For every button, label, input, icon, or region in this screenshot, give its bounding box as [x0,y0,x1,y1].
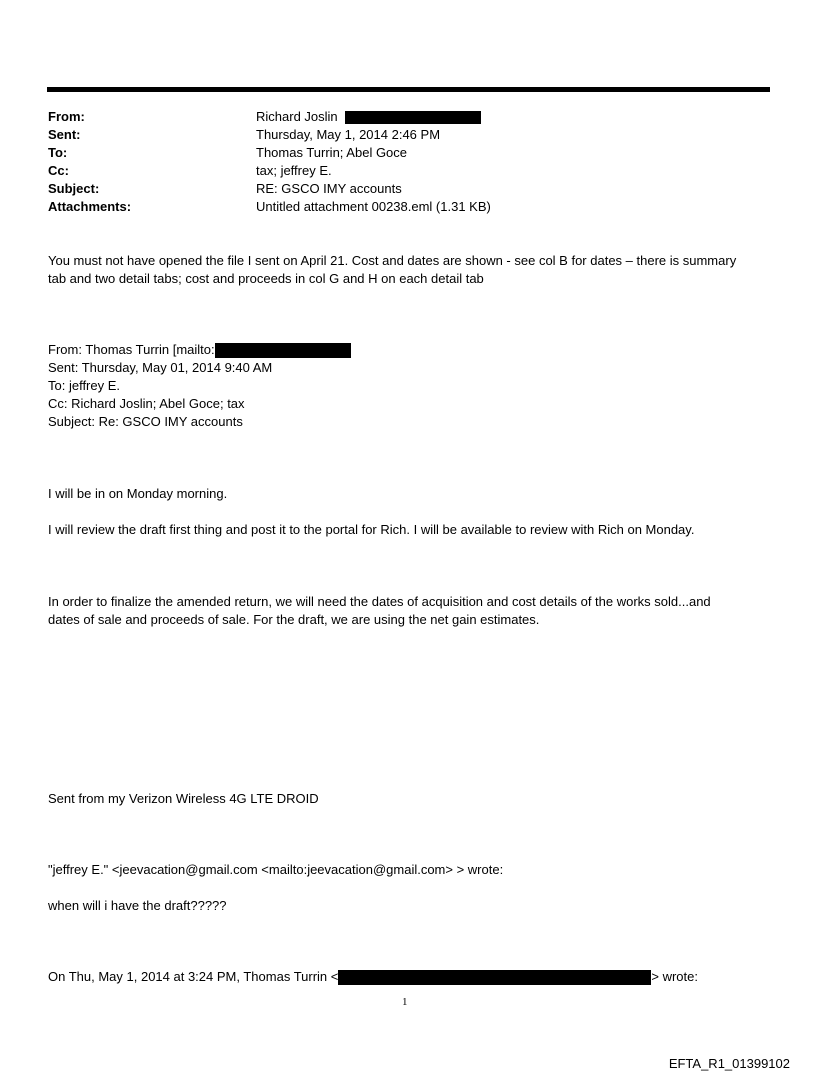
to-label: To: [48,145,68,160]
body-line-1: You must not have opened the file I sent on April 21. Cost and dates are shown - see col B for dates – there is summary [48,253,737,268]
quoted-on-suffix: > wrote: [651,969,698,984]
to-value: Thomas Turrin; Abel Goce [256,145,408,160]
quoted-sent: Sent: Thursday, May 01, 2014 9:40 AM [48,360,273,375]
body-line-2: tab and two detail tabs; cost and proceeds in col G and H on each detail tab [48,271,484,286]
body-monday: I will be in on Monday morning. [48,486,228,501]
page-number: 1 [402,996,408,1008]
subject-value: RE: GSCO IMY accounts [256,181,402,196]
attachments-label: Attachments: [48,199,132,214]
cc-value: tax; jeffrey E. [256,163,332,178]
cc-label: Cc: [48,163,69,178]
document-id: EFTA_R1_01399102 [668,1056,790,1071]
body-finalize-2: dates of sale and proceeds of sale. For the draft, we are using the net gain estimates. [48,612,540,627]
redaction-box [338,970,651,985]
sent-value: Thursday, May 1, 2014 2:46 PM [256,127,441,142]
subject-label: Subject: [48,181,100,196]
signature: Sent from my Verizon Wireless 4G LTE DROID [48,791,319,806]
quoted-on-line [48,968,698,986]
quoted-on-prefix: On Thu, May 1, 2014 at 3:24 PM, Thomas Turrin < [48,969,339,984]
quoted-from-text: From: Thomas Turrin [mailto: [48,342,215,357]
quoted-subject: Subject: Re: GSCO IMY accounts [48,414,243,429]
quoted-from [48,341,351,359]
body-finalize-1: In order to finalize the amended return, we will need the dates of acquisition and cost details of the works sold...and [48,594,711,609]
quoted-to: To: jeffrey E. [48,378,121,393]
from-value: Richard Joslin [256,109,338,124]
header-rule [47,87,770,92]
redaction-box [345,111,481,124]
quoted-wrote: "jeffrey E." <jeevacation@gmail.com <mailto:jeevacation@gmail.com> > wrote: [48,862,504,877]
body-review: I will review the draft first thing and post it to the portal for Rich. I will be available to review with Rich on Monday. [48,522,695,537]
quoted-cc: Cc: Richard Joslin; Abel Goce; tax [48,396,245,411]
from-label: From: [48,109,85,124]
attachments-value[interactable]: Untitled attachment 00238.eml (1.31 KB) [256,199,491,214]
quoted-question: when will i have the draft????? [48,898,227,913]
redaction-box [215,343,351,358]
sent-label: Sent: [48,127,81,142]
